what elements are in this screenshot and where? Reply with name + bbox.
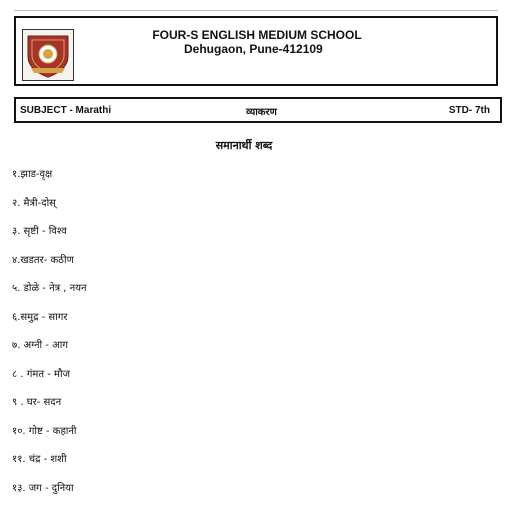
list-item: १०. गोष्ट - कहानी xyxy=(12,425,77,437)
school-header xyxy=(14,16,498,86)
std-label: STD- 7th xyxy=(448,105,490,116)
topic-label: व्याकरण xyxy=(246,107,277,118)
list-item: ४.खडतर- कठीण xyxy=(12,254,74,266)
top-rule xyxy=(14,10,498,11)
list-item: १३. जग - दुनिया xyxy=(12,482,74,494)
subject-label: SUBJECT - Marathi xyxy=(20,105,112,116)
list-item: ८ . गंमत - मौज xyxy=(12,368,71,380)
school-name: FOUR-S ENGLISH MEDIUM SCHOOL xyxy=(152,28,362,42)
list-item: ११. चंद्र - शशी xyxy=(12,454,67,465)
subject-bar xyxy=(14,97,502,123)
list-item: ३. सृष्टी - विश्व xyxy=(12,226,67,237)
list-item: २. मैत्री-दोस् xyxy=(12,197,56,209)
list-item: ७. अग्नी - आग xyxy=(12,340,68,351)
synonym-list xyxy=(12,168,472,510)
list-item: ५. डोळे - नेत्र , नयन xyxy=(12,283,87,294)
worksheet-heading: समानार्थी शब्द xyxy=(215,139,273,152)
list-item: ९ . घर- सदन xyxy=(12,397,62,408)
list-item: १.झाड-वृक्ष xyxy=(12,169,53,180)
school-address: Dehugaon, Pune-412109 xyxy=(184,42,323,56)
school-crest-icon xyxy=(22,29,74,81)
list-item: ६.समुद्र - सागर xyxy=(12,311,68,323)
